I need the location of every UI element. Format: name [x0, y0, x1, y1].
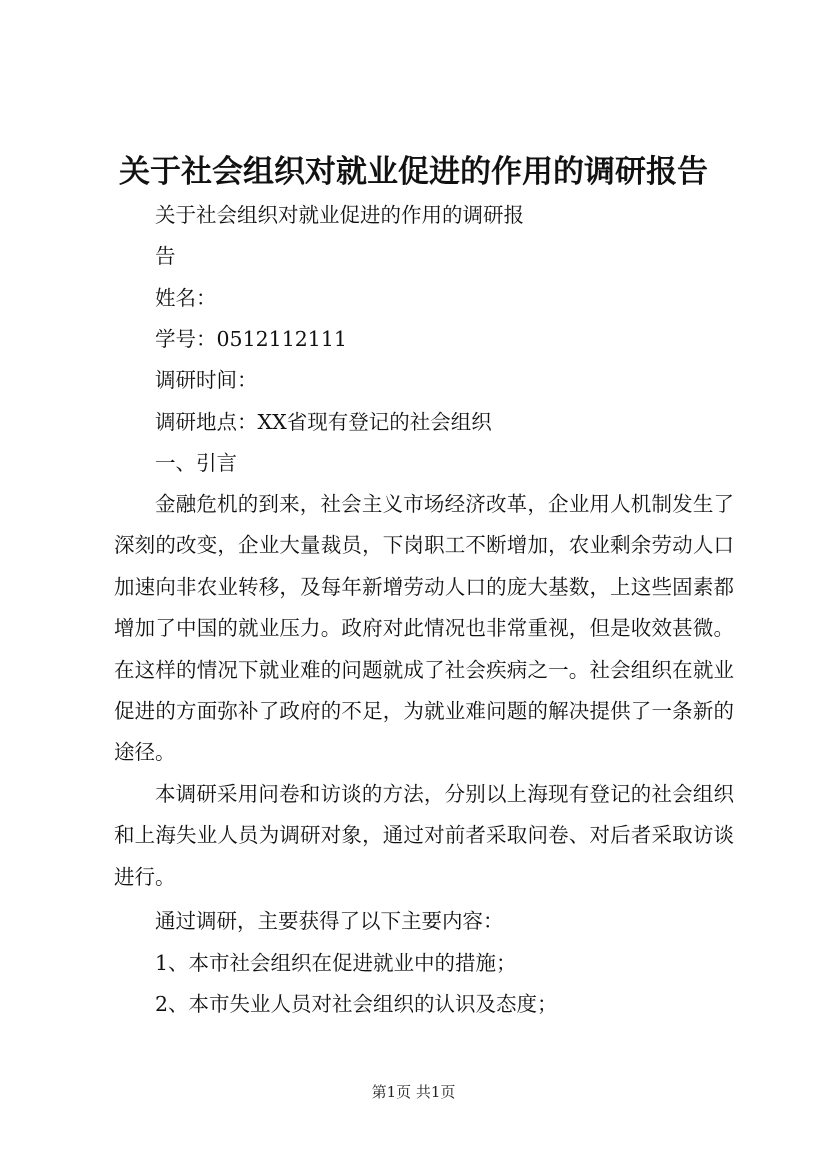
paragraph-findings-intro: 通过调研，主要获得了以下主要内容：	[155, 909, 504, 933]
list-item-2: 2、本市失业人员对社会组织的认识及态度；	[155, 992, 558, 1016]
list-item-1: 1、本市社会组织在促进就业中的措施；	[155, 951, 517, 975]
survey-place-line: 调研地点：XX省现有登记的社会组织	[155, 410, 492, 434]
paragraph-intro: 金融危机的到来，社会主义市场经济改革，企业用人机制发生了深刻的改变，企业大量裁员，下岗职工不断增加，农业剩余劳动人口加速向非农业转移，及每年新增劳动人口的庞大基数，上这些固素都增加了中国的就业压力。政府对此情况也非常重视，但是收效甚微。在这样的情况下就业难的问题就成了社会疾病之一。社会组织在就业促进的方面弥补了政府的不足，为就业难问题的解决提供了一条新的途径。	[114, 492, 734, 765]
section-heading-introduction: 一、引言	[155, 451, 237, 475]
subtitle-line-2: 告	[155, 244, 176, 268]
student-id-line: 学号：0512112111	[155, 327, 347, 351]
page-footer: 第1页 共1页	[371, 1083, 456, 1101]
subtitle-line-1: 关于社会组织对就业促进的作用的调研报	[155, 203, 524, 227]
name-field-label: 姓名：	[155, 286, 217, 310]
paragraph-method: 本调研采用问卷和访谈的方法，分别以上海现有登记的社会组织和上海失业人员为调研对象，通过对前者采取问卷、对后者采取访谈进行。	[114, 782, 734, 889]
survey-time-line: 调研时间：	[155, 368, 258, 392]
page-title: 关于社会组织对就业促进的作用的调研报告	[119, 154, 708, 190]
